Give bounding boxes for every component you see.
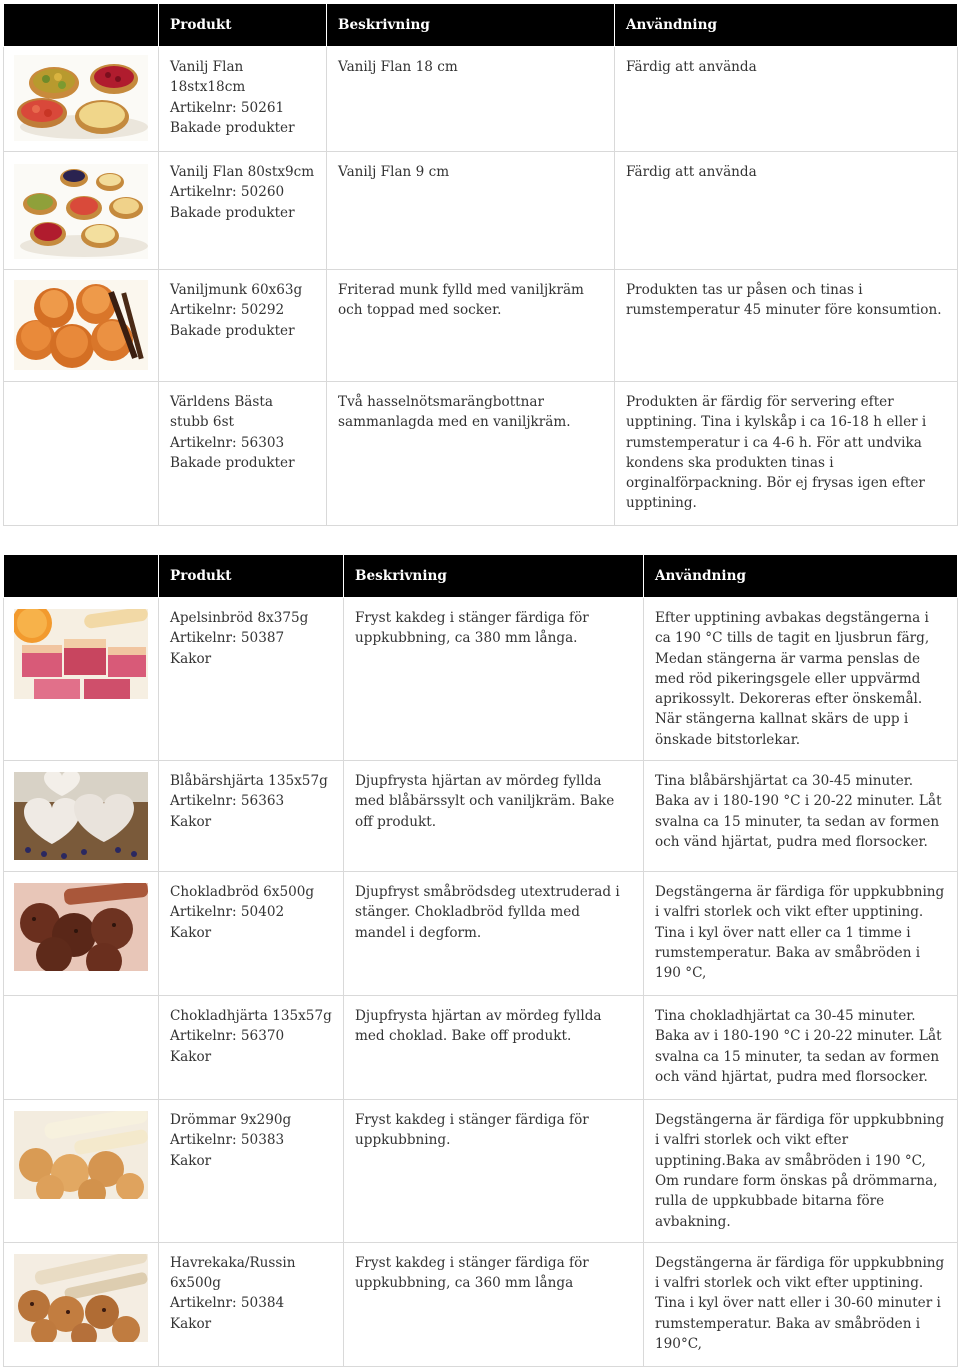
header-description: Beskrivning	[327, 4, 615, 47]
usage-cell: Produkten är färdig för servering efter upptining. Tina i kylskåp i ca 16-18 h eller i rumstemperatur i ca 4-6 h. För att undvika kondens ska produkten tinas i orginalförpackning. Bör ej frysas igen efter upptining.	[615, 382, 958, 526]
product-table-2	[3, 554, 958, 1367]
product-cell	[159, 382, 327, 526]
usage-cell: Färdig att använda	[615, 152, 958, 270]
image-cell	[4, 996, 159, 1100]
table-row	[4, 761, 958, 872]
product-cell	[159, 598, 344, 761]
image-cell	[4, 1242, 159, 1366]
product-category: Kakor	[170, 813, 212, 830]
description-cell: Fryst kakdeg i stänger färdiga för uppkubbning, ca 360 mm långa	[344, 1242, 644, 1366]
description-cell: Vanilj Flan 18 cm	[327, 47, 615, 152]
product-name: Apelsinbröd 8x375g	[170, 610, 309, 626]
product-name: Chokladbröd 6x500g	[170, 884, 315, 901]
product-category: Bakade produkter	[170, 454, 295, 471]
product-name: Drömmar 9x290g	[170, 1112, 292, 1129]
header-usage: Användning	[644, 555, 958, 598]
table-row	[4, 598, 958, 761]
header-product: Produkt	[159, 555, 344, 598]
header-product: Produkt	[159, 4, 327, 47]
article-number: Artikelnr: 50384	[170, 1295, 285, 1312]
product-category: Bakade produkter	[170, 322, 295, 339]
product-cell	[159, 996, 344, 1100]
usage-cell: Färdig att använda	[615, 47, 958, 152]
article-number: Artikelnr: 50292	[170, 302, 285, 319]
table-header-row	[4, 4, 958, 47]
usage-cell: Tina chokladhjärtat ca 30-45 minuter. Baka av i 180-190 °C i 20-22 minuter. Låt svalna ca 15 minuter, ta sedan av formen och vänd hjärtat, pudra med florsocker.	[644, 996, 958, 1100]
image-cell	[4, 382, 159, 526]
product-cell	[159, 761, 344, 872]
product-name: Havrekaka/Russin 6x500g	[170, 1254, 300, 1292]
image-cell	[4, 270, 159, 382]
article-number: Artikelnr: 50261	[170, 99, 285, 116]
product-table-1	[3, 3, 958, 526]
product-category: Kakor	[170, 1048, 212, 1065]
usage-cell: Degstängerna är färdiga för uppkubbning i valfri storlek och vikt efter upptining. Tina i kyl över natt eller i 30-60 minuter i rumstemperatur. Baka av småbröden i 190°C,	[644, 1242, 958, 1366]
product-category: Kakor	[170, 650, 212, 667]
fruit-tarts-image	[14, 55, 148, 141]
product-cell	[159, 1100, 344, 1243]
header-image-column	[4, 555, 159, 598]
product-name: Blåbärshjärta 135x57g	[170, 773, 328, 790]
usage-cell: Produkten tas ur påsen och tinas i rumstemperatur 45 minuter före konsumtion.	[615, 270, 958, 382]
table-row	[4, 382, 958, 526]
header-image-column	[4, 4, 159, 47]
product-cell	[159, 152, 327, 270]
article-number: Artikelnr: 50402	[170, 904, 285, 921]
product-category: Kakor	[170, 1315, 212, 1332]
dream-cookies-image	[14, 1111, 148, 1199]
table-row	[4, 996, 958, 1100]
description-cell: Fryst kakdeg i stänger färdiga för uppkubbning, ca 380 mm långa.	[344, 598, 644, 761]
product-cell	[159, 1242, 344, 1366]
article-number: Artikelnr: 50383	[170, 1132, 285, 1149]
description-cell: Djupfrysta hjärtan av mördeg fyllda med blåbärssylt och vaniljkräm. Bake off produkt.	[344, 761, 644, 872]
product-name: Chokladhjärta 135x57g	[170, 1008, 332, 1025]
product-name: Världens Bästa stubb 6st	[170, 394, 278, 431]
description-cell: Vanilj Flan 9 cm	[327, 152, 615, 270]
description-cell: Fryst kakdeg i stänger färdiga för uppkubbning.	[344, 1100, 644, 1243]
header-description: Beskrivning	[344, 555, 644, 598]
product-name: Vaniljmunk 60x63g	[170, 282, 303, 298]
usage-cell: Tina blåbärshjärtat ca 30-45 minuter. Baka av i 180-190 °C i 20-22 minuter. Låt svalna ca 15 minuter, ta sedan av formen och vänd hjärtat, pudra med florsocker.	[644, 761, 958, 872]
header-usage: Användning	[615, 4, 958, 47]
product-cell	[159, 872, 344, 996]
image-cell	[4, 761, 159, 872]
description-cell: Friterad munk fylld med vaniljkräm och toppad med socker.	[327, 270, 615, 382]
product-category: Bakade produkter	[170, 204, 295, 221]
chocolate-cookies-image	[14, 883, 148, 971]
article-number: Artikelnr: 50387	[170, 630, 285, 647]
image-cell	[4, 872, 159, 996]
product-category: Kakor	[170, 1152, 212, 1169]
image-cell	[4, 1100, 159, 1243]
table-row	[4, 152, 958, 270]
doughnuts-image	[14, 280, 148, 370]
image-cell	[4, 152, 159, 270]
usage-cell: Efter upptining avbakas degstängerna i ca 190 °C tills de tagit en ljusbrun färg, Medan stängerna är varma penslas de med röd pikeringsgele eller uppvärmd aprikossylt. Dekoreras efter önskemål. När stängerna kallnat skärs de upp i önskade bitstorlekar.	[644, 598, 958, 761]
description-cell: Två hasselnötsmarängbottnar sammanlagda med en vaniljkräm.	[327, 382, 615, 526]
article-number: Artikelnr: 56363	[170, 793, 285, 810]
description-cell: Djupfryst småbrödsdeg utextruderad i stänger. Chokladbröd fyllda med mandel i degform.	[344, 872, 644, 996]
blueberry-hearts-image	[14, 772, 148, 860]
usage-cell: Degstängerna är färdiga för uppkubbning i valfri storlek och vikt efter upptining.Baka av småbröden i 190 °C, Om rundare form önskas på drömmarna, rulla de uppkubbade bitarna före avbakning.	[644, 1100, 958, 1243]
product-cell	[159, 47, 327, 152]
usage-cell: Degstängerna är färdiga för uppkubbning i valfri storlek och vikt efter upptining. Tina i kyl över natt eller ca 1 timme i rumstemperatur. Baka av småbröden i 190 °C,	[644, 872, 958, 996]
table-row	[4, 270, 958, 382]
image-cell	[4, 47, 159, 152]
fruit-tartlets-image	[14, 164, 148, 259]
table-row	[4, 872, 958, 996]
article-number: Artikelnr: 50260	[170, 184, 285, 201]
image-cell	[4, 598, 159, 761]
table-row	[4, 47, 958, 152]
orange-bread-image	[14, 609, 148, 699]
article-number: Artikelnr: 56370	[170, 1028, 285, 1045]
table-row	[4, 1100, 958, 1243]
product-category: Bakade produkter	[170, 119, 295, 136]
product-cell	[159, 270, 327, 382]
product-name: Vanilj Flan 18stx18cm	[170, 59, 248, 96]
description-cell: Djupfrysta hjärtan av mördeg fyllda med choklad. Bake off produkt.	[344, 996, 644, 1100]
table-header-row	[4, 555, 958, 598]
product-name: Vanilj Flan 80stx9cm	[170, 164, 315, 180]
table-row	[4, 1242, 958, 1366]
article-number: Artikelnr: 56303	[170, 434, 285, 451]
oat-cookies-image	[14, 1254, 148, 1342]
product-category: Kakor	[170, 924, 212, 941]
